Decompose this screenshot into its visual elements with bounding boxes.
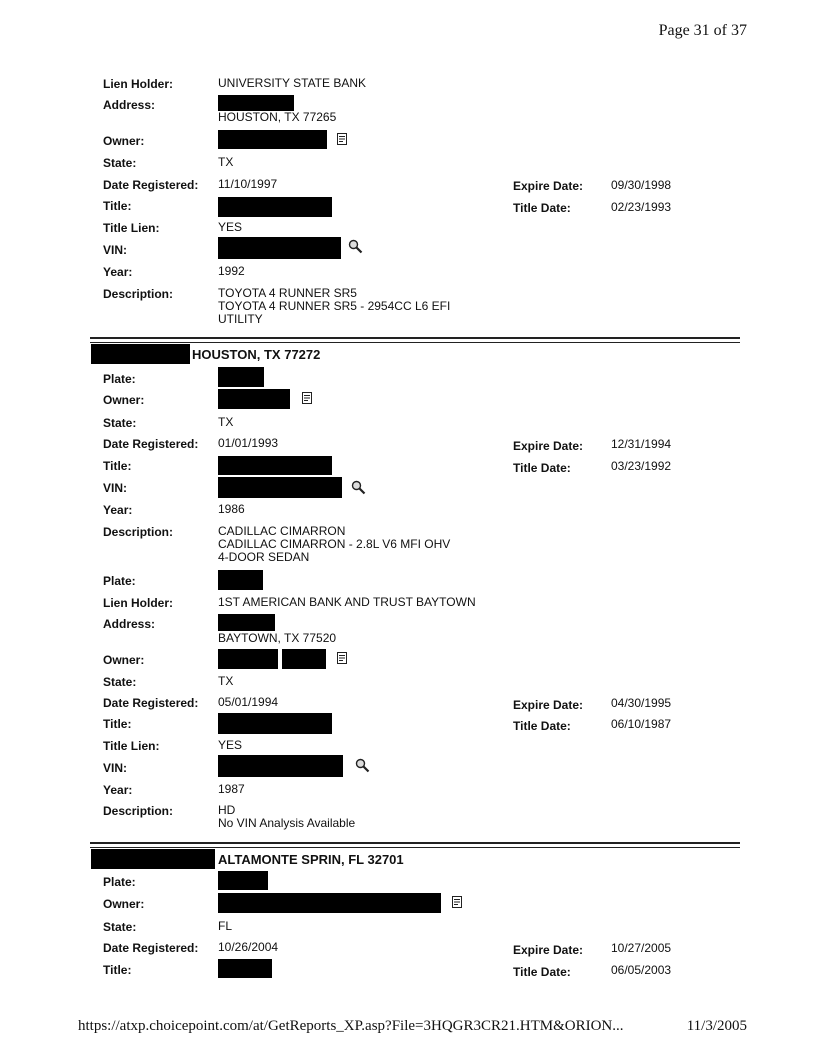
date-registered-value: 01/01/1993 bbox=[218, 436, 279, 450]
title-date-value: 06/10/1987 bbox=[611, 717, 672, 731]
state-value: TX bbox=[218, 415, 234, 429]
owner-label: Owner: bbox=[103, 134, 145, 148]
title-label: Title: bbox=[103, 717, 132, 731]
redaction-box bbox=[91, 849, 215, 869]
footer-url: https://atxp.choicepoint.com/at/GetReports_XP.asp?File=3HQGR3CR21.HTM&ORION... bbox=[78, 1018, 624, 1034]
redaction-box bbox=[218, 570, 263, 590]
redaction-box bbox=[218, 614, 275, 631]
address-value: BAYTOWN, TX 77520 bbox=[218, 631, 337, 645]
description-label: Description: bbox=[103, 287, 174, 301]
year-value: 1992 bbox=[218, 264, 245, 278]
vin-label: VIN: bbox=[103, 481, 127, 495]
magnifier-icon[interactable] bbox=[348, 239, 363, 254]
description-value bbox=[218, 525, 450, 564]
address-value: HOUSTON, TX 77265 bbox=[218, 110, 337, 124]
redaction-box bbox=[218, 367, 264, 387]
document-icon[interactable] bbox=[302, 392, 312, 404]
expire-date-value: 04/30/1995 bbox=[611, 696, 672, 710]
plate-label: Plate: bbox=[103, 574, 136, 588]
vin-label: VIN: bbox=[103, 761, 127, 775]
description-line: No VIN Analysis Available bbox=[218, 816, 356, 830]
redaction-box bbox=[218, 95, 294, 111]
address-label: Address: bbox=[103, 98, 156, 112]
title-date-label: Title Date: bbox=[513, 201, 571, 215]
title-date-value: 03/23/1992 bbox=[611, 459, 672, 473]
description-label: Description: bbox=[103, 804, 174, 818]
description-line: CADILLAC CIMARRON - 2.8L V6 MFI OHV bbox=[218, 537, 451, 551]
section-divider bbox=[90, 842, 740, 848]
date-registered-value: 05/01/1994 bbox=[218, 695, 279, 709]
expire-date-label: Expire Date: bbox=[513, 179, 584, 193]
redaction-box bbox=[218, 871, 268, 890]
magnifier-icon[interactable] bbox=[355, 758, 370, 773]
state-label: State: bbox=[103, 920, 137, 934]
footer-date: 11/3/2005 bbox=[686, 1018, 747, 1034]
state-label: State: bbox=[103, 675, 137, 689]
description-value bbox=[218, 804, 355, 830]
title-date-label: Title Date: bbox=[513, 461, 571, 475]
expire-date-value: 10/27/2005 bbox=[611, 941, 672, 955]
lien-holder-value: UNIVERSITY STATE BANK bbox=[218, 76, 367, 90]
description-line: CADILLAC CIMARRON bbox=[218, 524, 346, 538]
section-divider bbox=[90, 337, 740, 343]
expire-date-value: 12/31/1994 bbox=[611, 437, 672, 451]
description-line: TOYOTA 4 RUNNER SR5 bbox=[218, 286, 357, 300]
section-header: HOUSTON, TX 77272 bbox=[192, 347, 321, 362]
redaction-box bbox=[218, 389, 290, 409]
document-icon[interactable] bbox=[337, 652, 347, 664]
page-number: Page 31 of 37 bbox=[658, 22, 747, 39]
redaction-box bbox=[218, 649, 278, 669]
year-value: 1987 bbox=[218, 782, 245, 796]
state-value: TX bbox=[218, 674, 234, 688]
document-icon[interactable] bbox=[337, 133, 347, 145]
redaction-box bbox=[218, 893, 441, 913]
vin-label: VIN: bbox=[103, 243, 127, 257]
title-label: Title: bbox=[103, 199, 132, 213]
redaction-box bbox=[91, 344, 190, 364]
state-label: State: bbox=[103, 156, 137, 170]
title-date-label: Title Date: bbox=[513, 965, 571, 979]
expire-date-label: Expire Date: bbox=[513, 439, 584, 453]
state-value: FL bbox=[218, 919, 233, 933]
year-label: Year: bbox=[103, 265, 133, 279]
lien-holder-value: 1ST AMERICAN BANK AND TRUST BAYTOWN bbox=[218, 595, 476, 609]
date-registered-label: Date Registered: bbox=[103, 696, 199, 710]
title-date-value: 02/23/1993 bbox=[611, 200, 672, 214]
lien-holder-label: Lien Holder: bbox=[103, 77, 174, 91]
title-lien-value: YES bbox=[218, 220, 243, 234]
redaction-box bbox=[218, 197, 332, 217]
description-line: TOYOTA 4 RUNNER SR5 - 2954CC L6 EFI bbox=[218, 299, 451, 313]
section-header: ALTAMONTE SPRIN, FL 32701 bbox=[218, 852, 404, 867]
description-line: HD bbox=[218, 803, 236, 817]
plate-label: Plate: bbox=[103, 875, 136, 889]
year-label: Year: bbox=[103, 503, 133, 517]
year-value: 1986 bbox=[218, 502, 245, 516]
owner-label: Owner: bbox=[103, 393, 145, 407]
date-registered-value: 11/10/1997 bbox=[218, 177, 278, 191]
owner-label: Owner: bbox=[103, 653, 145, 667]
state-label: State: bbox=[103, 416, 137, 430]
redaction-box bbox=[218, 959, 272, 978]
date-registered-label: Date Registered: bbox=[103, 941, 199, 955]
owner-label: Owner: bbox=[103, 897, 145, 911]
description-line: 4-DOOR SEDAN bbox=[218, 550, 310, 564]
title-lien-label: Title Lien: bbox=[103, 221, 160, 235]
description-value bbox=[218, 287, 450, 326]
magnifier-icon[interactable] bbox=[351, 480, 366, 495]
redaction-box bbox=[282, 649, 326, 669]
redaction-box bbox=[218, 456, 332, 475]
address-label: Address: bbox=[103, 617, 156, 631]
description-label: Description: bbox=[103, 525, 174, 539]
title-date-label: Title Date: bbox=[513, 719, 571, 733]
plate-label: Plate: bbox=[103, 372, 136, 386]
redaction-box bbox=[218, 755, 343, 777]
document-icon[interactable] bbox=[452, 896, 462, 908]
expire-date-label: Expire Date: bbox=[513, 943, 584, 957]
title-lien-label: Title Lien: bbox=[103, 739, 160, 753]
year-label: Year: bbox=[103, 783, 133, 797]
date-registered-value: 10/26/2004 bbox=[218, 940, 279, 954]
state-value: TX bbox=[218, 155, 234, 169]
redaction-box bbox=[218, 477, 342, 498]
lien-holder-label: Lien Holder: bbox=[103, 596, 174, 610]
expire-date-value: 09/30/1998 bbox=[611, 178, 672, 192]
redaction-box bbox=[218, 237, 341, 259]
title-label: Title: bbox=[103, 459, 132, 473]
title-date-value: 06/05/2003 bbox=[611, 963, 672, 977]
title-label: Title: bbox=[103, 963, 132, 977]
expire-date-label: Expire Date: bbox=[513, 698, 584, 712]
date-registered-label: Date Registered: bbox=[103, 178, 199, 192]
date-registered-label: Date Registered: bbox=[103, 437, 199, 451]
redaction-box bbox=[218, 130, 327, 149]
redaction-box bbox=[218, 713, 332, 734]
title-lien-value: YES bbox=[218, 738, 243, 752]
description-line: UTILITY bbox=[218, 312, 263, 326]
